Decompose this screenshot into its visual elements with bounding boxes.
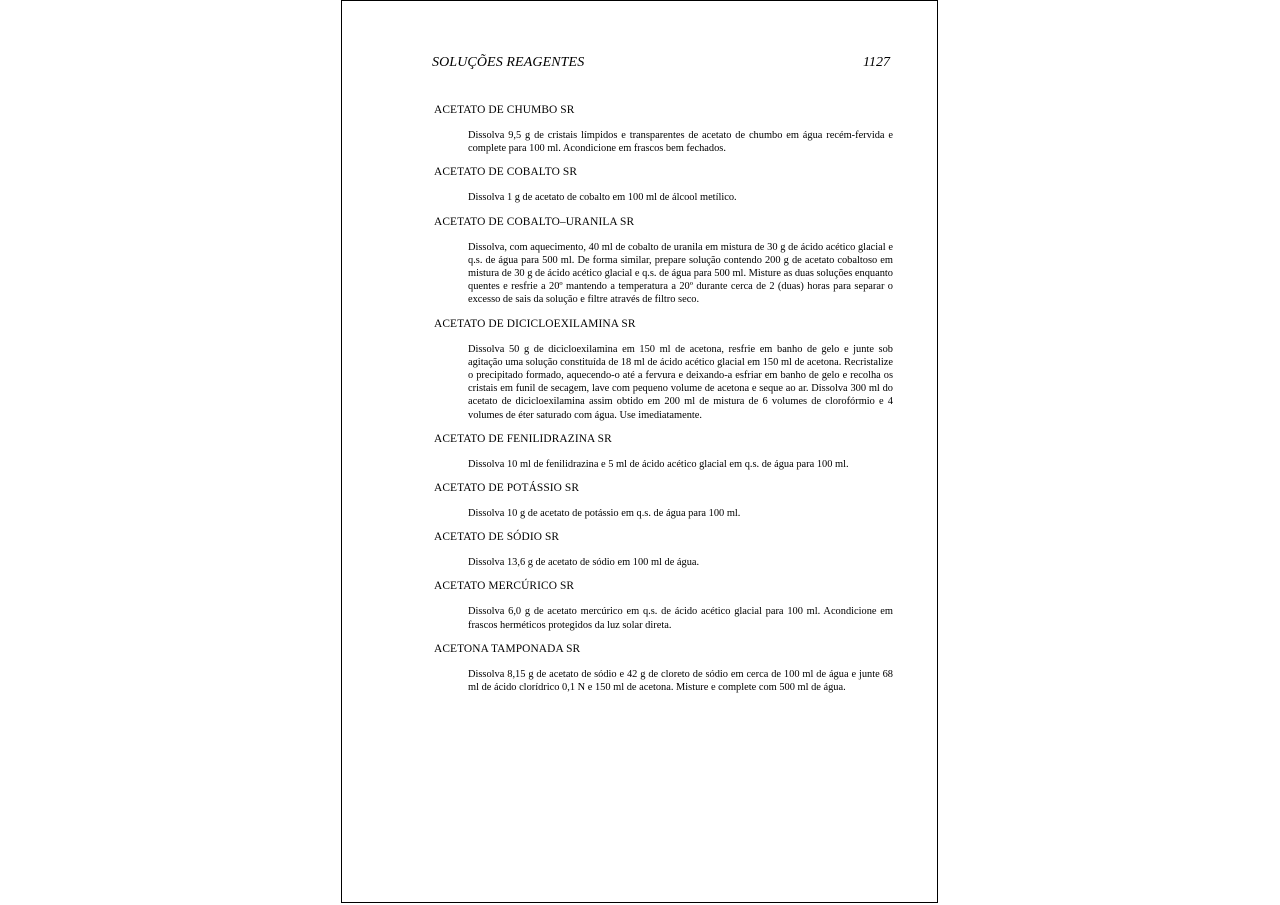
document-page	[341, 0, 938, 903]
section-acetato-de-fenilidrazina	[434, 433, 894, 471]
section-body: Dissolva 10 g de acetato de potássio em q.s. de água para 100 ml.	[468, 508, 741, 520]
section-acetato-mercurico	[434, 580, 894, 631]
section-acetato-de-cobalto	[434, 166, 894, 204]
page-header	[432, 55, 890, 75]
section-acetato-de-potassio	[434, 482, 894, 520]
section-body: Dissolva 8,15 g de acetato de sódio e 42 g de cloreto de sódio em cerca de 100 ml de água e junte 68 ml de ácido clorídrico 0,1 N e 150 ml de acetona. Misture e complete com 500 ml de água.	[468, 668, 893, 694]
section-heading: ACETONA TAMPONADA SR	[434, 642, 581, 655]
section-acetato-de-chumbo	[434, 104, 894, 155]
section-acetato-de-dicicloexilamina	[434, 318, 894, 422]
section-acetato-de-sodio	[434, 531, 894, 569]
section-heading: ACETATO DE DICICLOEXILAMINA SR	[434, 317, 636, 330]
section-body: Dissolva 6,0 g de acetato mercúrico em q.s. de ácido acético glacial para 100 ml. Acondicione em frascos herméticos protegidos da luz solar direta.	[468, 606, 893, 631]
running-title: SOLUÇÕES REAGENTES	[432, 55, 585, 70]
section-heading: ACETATO DE COBALTO SR	[434, 166, 578, 179]
section-heading: ACETATO DE COBALTO–URANILA SR	[434, 215, 635, 228]
section-body: Dissolva 9,5 g de cristais límpidos e transparentes de acetato de chumbo em água recém-fervida e complete para 100 ml. Acondicione em frascos bem fechados.	[468, 130, 893, 155]
section-heading: ACETATO DE FENILIDRAZINA SR	[434, 432, 612, 445]
section-heading: ACETATO DE SÓDIO SR	[434, 531, 560, 544]
section-body: Dissolva 1 g de acetato de cobalto em 100 ml de álcool metílico.	[468, 192, 737, 204]
reagent-sections	[434, 104, 894, 705]
section-heading: ACETATO DE CHUMBO SR	[434, 104, 575, 116]
page-number: 1127	[863, 55, 890, 70]
section-heading: ACETATO DE POTÁSSIO SR	[434, 482, 580, 495]
section-heading: ACETATO MERCÚRICO SR	[434, 580, 575, 593]
section-body: Dissolva, com aquecimento, 40 ml de cobalto de uranila em mistura de 30 g de ácido acético glacial e q.s. de água para 500 ml. De forma similar, prepare solução contendo 200 g de acetato cobaltoso em mistura de 30 g de ácido acético glacial e q.s. de água para 500 ml. Misture as duas soluções enquanto quentes e resfrie a 20º mantendo a temperatura a 20º durante cerca de 2 (duas) horas para separar o excesso de sais da solução e filtre através de filtro seco.	[468, 241, 893, 306]
section-body: Dissolva 50 g de dicicloexilamina em 150 ml de acetona, resfrie em banho de gelo e junte sob agitação uma solução constituída de 18 ml de ácido acético glacial em 150 ml de acetona. Recristalize o precipitado formado, aquecendo-o até a fervura e deixando-a esfriar em banho de gelo e recolha os cristais em funil de secagem, lave com pequeno volume de acetona e seque ao ar. Dissolva 300 ml do acetato de dicicloexilamina assim obtido em 200 ml de mistura de 6 volumes de clorofórmio e 4 volumes de éter saturado com água. Use imediatamente.	[468, 343, 893, 421]
section-body: Dissolva 10 ml de fenilidrazina e 5 ml de ácido acético glacial em q.s. de água para 100 ml.	[468, 458, 849, 470]
section-acetato-de-cobalto-uranila	[434, 216, 894, 307]
section-body: Dissolva 13,6 g de acetato de sódio em 100 ml de água.	[468, 557, 700, 569]
section-acetona-tamponada	[434, 643, 894, 694]
